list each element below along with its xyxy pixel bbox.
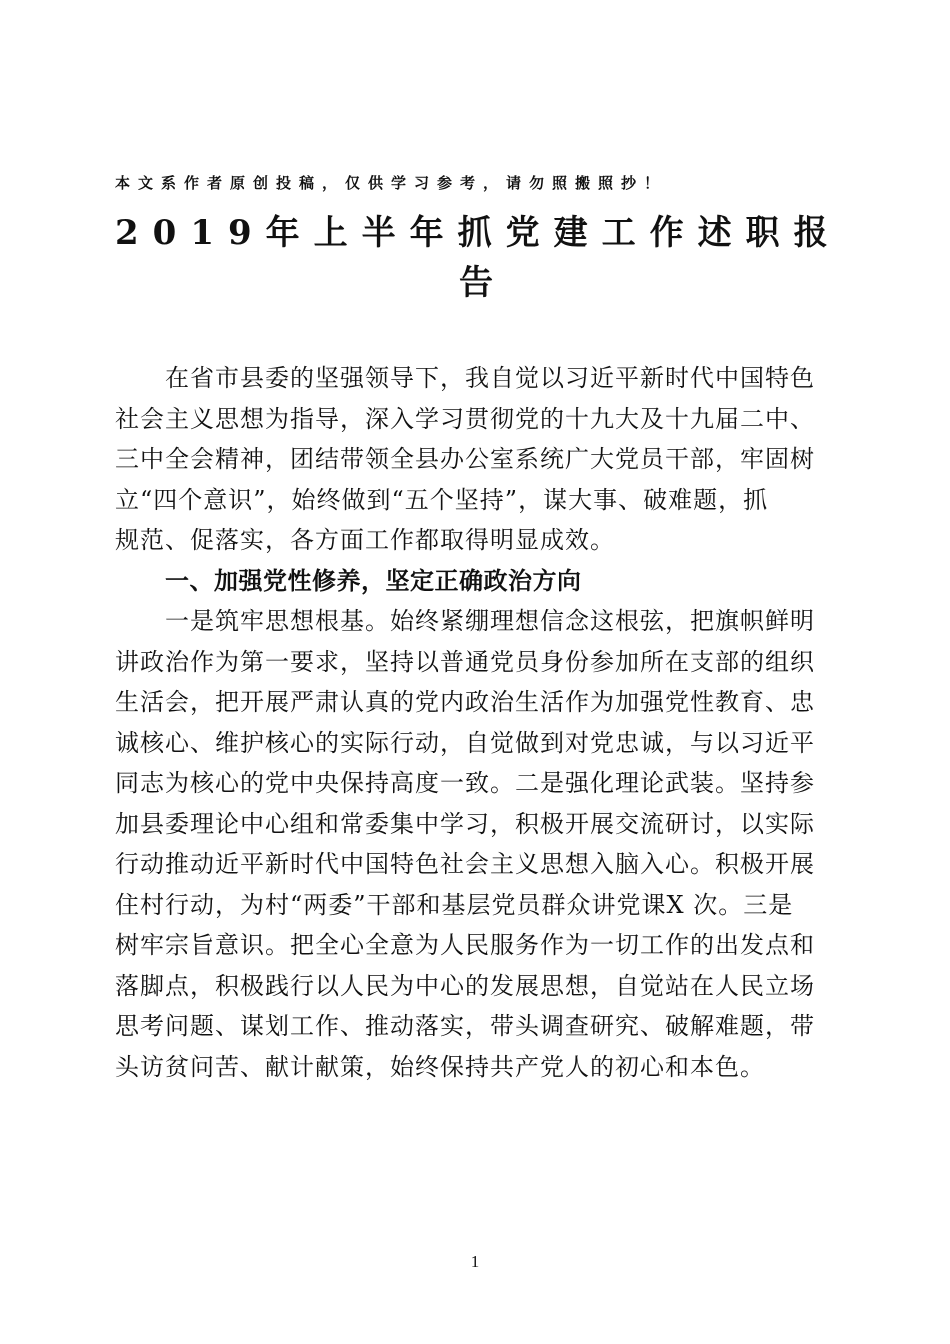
paragraph-line: 社会主义思想为指导，深入学习贯彻党的十九大及十九届二中、 (115, 404, 815, 433)
paragraph-line: 诚核心、维护核心的实际行动，自觉做到对党忠诚，与以习近平 (115, 728, 815, 757)
paragraph-line: 同志为核心的党中央保持高度一致。二是强化理论武装。坚持参 (115, 769, 815, 797)
copyright-notice: 本文系作者原创投稿，仅供学习参考，请勿照搬照抄！ (115, 174, 668, 192)
paragraph-line: 三中全会精神，团结带领全县办公室系统广大党员干部，牢固树 (115, 445, 815, 473)
paragraph-line: 住村行动，为村“两委”干部和基层党员群众讲党课X 次。三是 (115, 890, 794, 919)
paragraph-line: 规范、促落实，各方面工作都取得明显成效。 (115, 526, 615, 554)
title-line-2: 告 (459, 263, 493, 303)
paragraph-line: 行动推动近平新时代中国特色社会主义思想入脑入心。积极开展 (115, 850, 815, 878)
paragraph-line: 生活会，把开展严肃认真的党内政治生活作为加强党性教育、忠 (115, 688, 815, 716)
paragraph-line: 在省市县委的坚强领导下，我自觉以习近平新时代中国特色 (165, 364, 815, 392)
paragraph-line: 头访贫问苦、献计献策，始终保持共产党人的初心和本色。 (115, 1052, 765, 1081)
document-body (115, 358, 840, 1087)
paragraph-line: 思考问题、谋划工作、推动落实，带头调查研究、破解难题，带 (115, 1012, 815, 1040)
paragraph-line: 讲政治作为第一要求，坚持以普通党员身份参加所在支部的组织 (115, 647, 815, 676)
paragraph-line: 加县委理论中心组和常委集中学习，积极开展交流研讨，以实际 (115, 809, 815, 838)
paragraph-line: 落脚点，积极践行以人民为中心的发展思想，自觉站在人民立场 (115, 971, 815, 1000)
section-heading: 一、加强党性修养，坚定正确政治方向 (165, 566, 582, 595)
paragraph-line: 立“四个意识”，始终做到“五个坚持”，谋大事、破难题，抓 (115, 485, 769, 514)
title-line-1: 2019年上半年抓党建工作述职报 (115, 213, 842, 253)
page-number: 1 (470, 1252, 480, 1271)
paragraph-line: 一是筑牢思想根基。始终紧绷理想信念这根弦，把旗帜鲜明 (165, 607, 815, 635)
document-title (115, 208, 842, 308)
paragraph-line: 树牢宗旨意识。把全心全意为人民服务作为一切工作的出发点和 (115, 931, 815, 959)
